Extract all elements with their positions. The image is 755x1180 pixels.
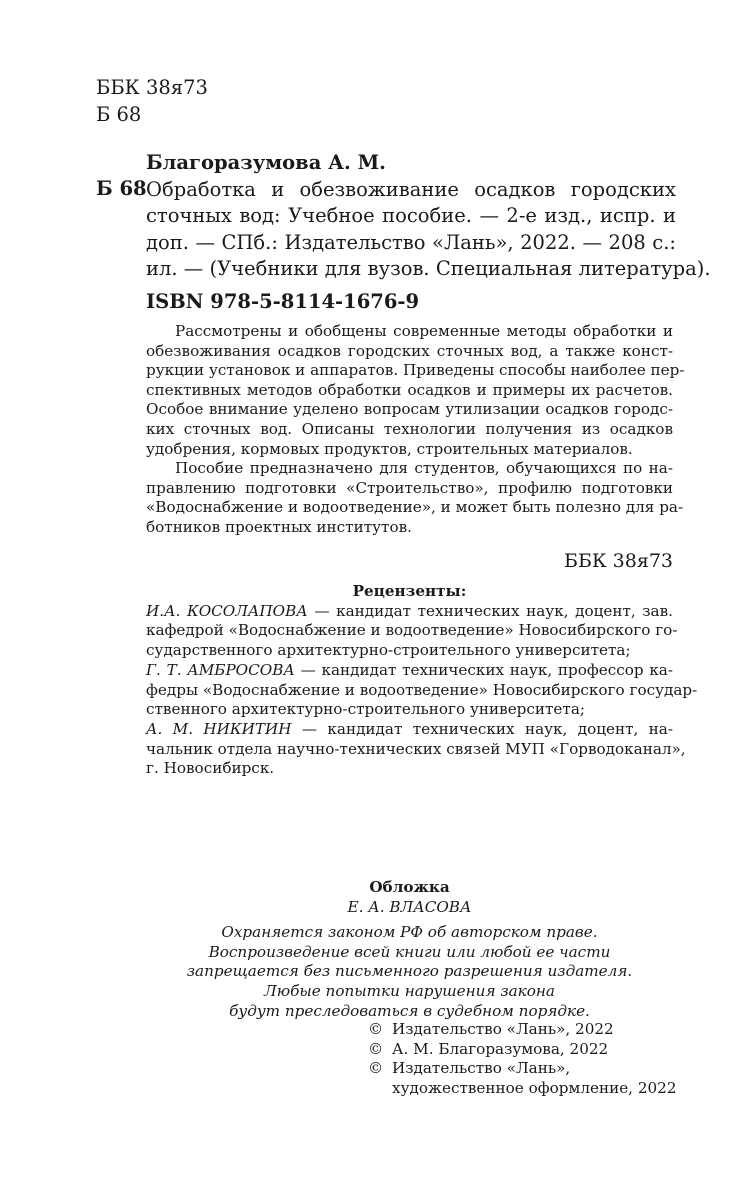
abstract-line: удобрения, кормовых продуктов, строительных материалов. [146, 439, 633, 458]
bbk-index-block [96, 74, 208, 128]
copyright-row [368, 1020, 677, 1040]
cover-credit [146, 878, 673, 917]
reviewer-line: кафедрой «Водоснабжение и водоотведение» Новосибирского го- [146, 621, 678, 640]
reviewer-line [146, 602, 673, 622]
copyright-row [368, 1059, 677, 1079]
copyright-text: А. М. Благоразумова, 2022 [392, 1039, 609, 1058]
isbn: ISBN 978-5-8114-1676-9 [146, 290, 420, 313]
abstract-line: ботников проектных институтов. [146, 517, 412, 536]
reviewer-name: Г. Т. АМБРОСОВА [146, 660, 295, 679]
abstract-line: Пособие предназначено для студентов, обучающихся по на- [175, 459, 673, 478]
copyright-notice [146, 923, 673, 1022]
notice-line: Охраняется законом РФ об авторском праве. [221, 923, 598, 941]
notice-line: Любые попытки нарушения закона [264, 982, 555, 1001]
reviewer-text: — кандидат технических наук, профессор ка- [294, 660, 673, 679]
reviewer-line: г. Новосибирск. [146, 759, 275, 778]
reviewer-line: ственного архитектурно-строительного университета; [146, 700, 585, 719]
bib-line: доп. — СПб.: Издательство «Лань», 2022. — 208 с.: [146, 230, 676, 254]
bibliographic-description [146, 177, 711, 282]
reviewer-line: чальник отдела научно-технических связей МУП «Горводоканал», [146, 739, 686, 758]
abstract-line: ких сточных вод. Описаны технологии получения из осадков [146, 419, 673, 438]
bbk-code-right: ББК 38я73 [563, 550, 673, 572]
reviewers [146, 582, 698, 779]
abstract [146, 322, 685, 538]
abstract-line: спективных методов обработки осадков и примеры их расчетов. [146, 380, 673, 399]
reviewer-text: — кандидат технических наук, доцент, зав. [307, 601, 673, 620]
author-sign-code: Б 68 [96, 103, 142, 126]
reviewers-heading: Рецензенты: [352, 582, 467, 600]
reviewer-text: — кандидат технических наук, доцент, на- [291, 719, 673, 738]
bib-line: Обработка и обезвоживание осадков городских [146, 178, 676, 201]
copyright-text: Издательство «Лань», [392, 1059, 571, 1078]
abstract-line: рукции установок и аппаратов. Приведены способы наиболее пер- [146, 361, 685, 380]
author-sign-code-margin: Б 68 [96, 177, 147, 200]
abstract-line: обезвоживания осадков городских сточных вод, а также конст- [146, 341, 673, 360]
reviewer-name: И.А. КОСОЛАПОВА [146, 601, 308, 620]
abstract-line: «Водоснабжение и водоотведение», и может быть полезно для ра- [146, 498, 684, 517]
copyright-icon: © [368, 1059, 384, 1078]
copyright-icon: © [368, 1039, 384, 1058]
bib-line: ил. — (Учебники для вузов. Специальная литература). [146, 256, 711, 280]
bib-line: сточных вод: Учебное пособие. — 2-е изд., испр. и [146, 204, 676, 228]
reviewer-name: А. М. НИКИТИН [146, 719, 292, 738]
notice-line: Воспроизведение всей книги или любой ее части [208, 942, 611, 961]
abstract-line: Рассмотрены и обобщены современные методы обработки и [175, 322, 673, 340]
copyright-text-continued: художественное оформление, 2022 [392, 1079, 677, 1098]
reviewer-line [146, 720, 673, 740]
reviewer-line [146, 661, 673, 681]
notice-line: будут преследоваться в судебном порядке. [229, 1001, 590, 1020]
abstract-line: правлению подготовки «Строительство», профилю подготовки [146, 478, 673, 497]
author-name: Благоразумова А. М. [146, 151, 386, 174]
notice-line: запрещается без письменного разрешения издателя. [186, 962, 633, 981]
reviewer-line: сударственного архитектурно-строительного университета; [146, 641, 631, 660]
copyright-holders [368, 1020, 677, 1099]
bbk-code: ББК 38я73 [96, 76, 208, 99]
copyright-row [368, 1040, 677, 1060]
abstract-line: Особое внимание уделено вопросам утилизации осадков городс- [146, 400, 673, 419]
copyright-icon: © [368, 1020, 384, 1038]
reviewer-line: федры «Водоснабжение и водоотведение» Новосибирского государ- [146, 680, 698, 699]
copyright-text: Издательство «Лань», 2022 [392, 1020, 614, 1038]
cover-artist: Е. А. ВЛАСОВА [347, 897, 472, 916]
cover-label: Обложка [369, 878, 450, 896]
